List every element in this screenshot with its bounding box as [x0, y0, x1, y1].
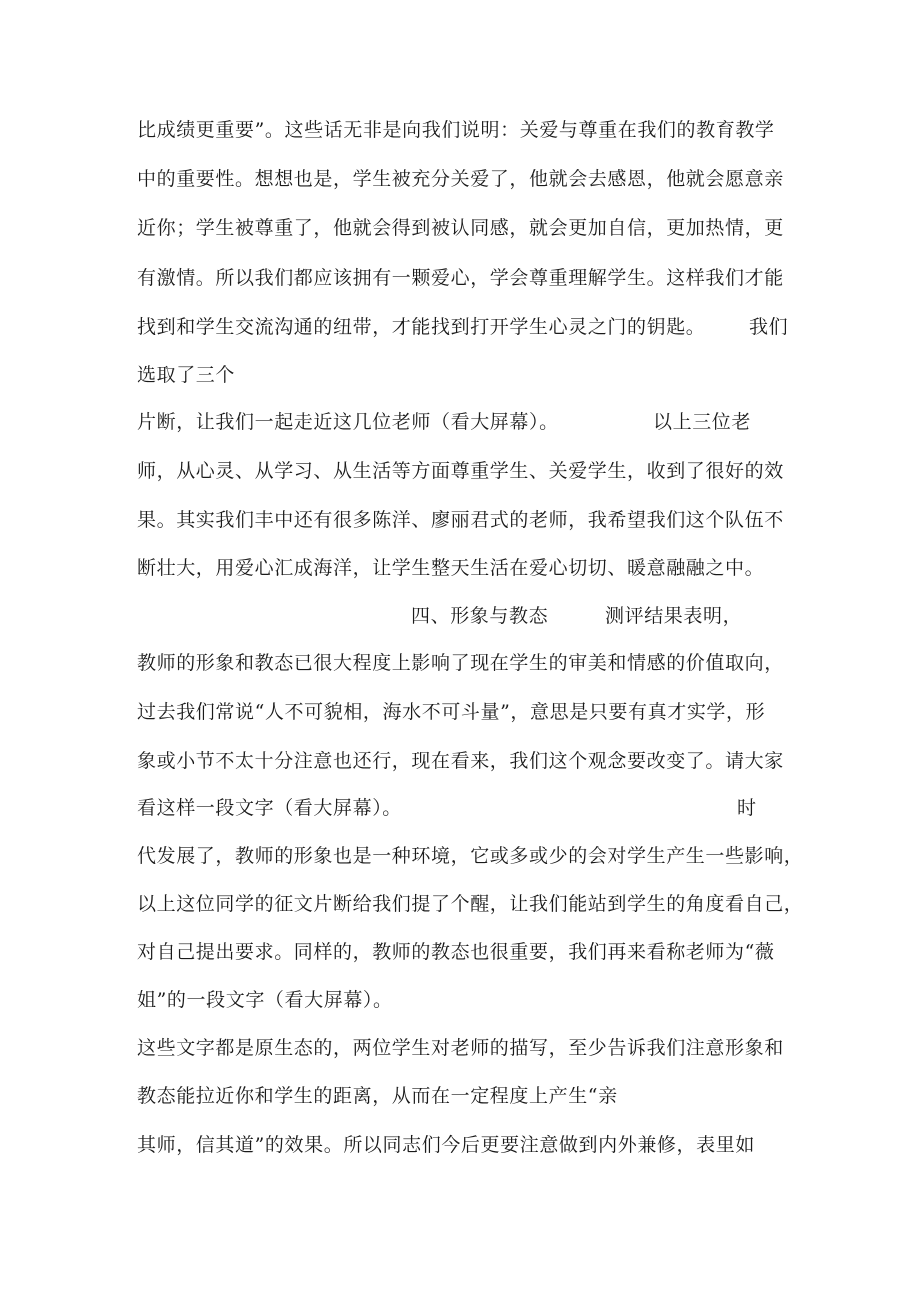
- text-segment: 以上三位老: [653, 411, 752, 433]
- text-segment: 选取了三个: [137, 364, 236, 386]
- text-segment: 近你；学生被尊重了，他就会得到被认同感，就会更加自信，更加热情，更: [137, 217, 784, 239]
- text-segment: 教师的形象和教态已很大程度上影响了现在学生的审美和情感的价值取向，: [137, 652, 784, 674]
- text-segment: 这些文字都是原生态的，两位学生对老师的描写，至少告诉我们注意形象和: [137, 1037, 784, 1059]
- text-segment: 中的重要性。想想也是，学生被充分关爱了，他就会去感恩，他就会愿意亲: [137, 168, 784, 190]
- text-segment: 有激情。所以我们都应该拥有一颗爱心，学会尊重理解学生。这样我们才能: [137, 267, 784, 289]
- text-segment: 师，从心灵、从学习、从生活等方面尊重学生、关爱学生，收到了很好的效: [137, 460, 784, 482]
- text-segment: 代发展了，教师的形象也是一种环境，它或多或少的会对学生产生一些影响，: [137, 845, 804, 867]
- text-segment: 以上这位同学的征文片断给我们提了个醒，让我们能站到学生的角度看自己，: [137, 893, 804, 915]
- section-heading: 四、形象与教态: [411, 605, 549, 627]
- text-segment: 果。其实我们丰中还有很多陈洋、廖丽君式的老师，我希望我们这个队伍不: [137, 509, 784, 531]
- text-segment: 测评结果表明，: [605, 605, 743, 627]
- text-segment: 断壮大，用爱心汇成海洋，让学生整天生活在爱心切切、暖意融融之中。: [137, 557, 765, 579]
- text-segment: 教态能拉近你和学生的距离，从而在一定程度上产生“亲: [137, 1085, 618, 1107]
- text-segment: 找到和学生交流沟通的纽带，才能找到打开学生心灵之门的钥匙。: [137, 316, 706, 338]
- text-segment: 片断，让我们一起走近这几位老师（看大屏幕）。: [137, 411, 559, 433]
- text-segment: 时: [737, 797, 757, 819]
- text-segment: 象或小节不太十分注意也还行，现在看来，我们这个观念要改变了。请大家: [137, 750, 784, 772]
- text-segment: 对自己提出要求。同样的，教师的教态也很重要，我们再来看称老师为“薇: [137, 941, 775, 963]
- text-segment: 其师，信其道”的效果。所以同志们今后更要注意做到内外兼修，表里如: [137, 1134, 755, 1156]
- text-segment: 我们: [749, 316, 789, 338]
- text-segment: 姐”的一段文字（看大屏幕）。: [137, 989, 393, 1011]
- text-segment: 比成绩更重要”。这些话无非是向我们说明：关爱与尊重在我们的教育教学: [137, 119, 775, 141]
- text-segment: 看这样一段文字（看大屏幕）。: [137, 797, 402, 819]
- text-segment: 过去我们常说“人不可貌相，海水不可斗量”，意思是只要有真才实学，形: [137, 701, 766, 723]
